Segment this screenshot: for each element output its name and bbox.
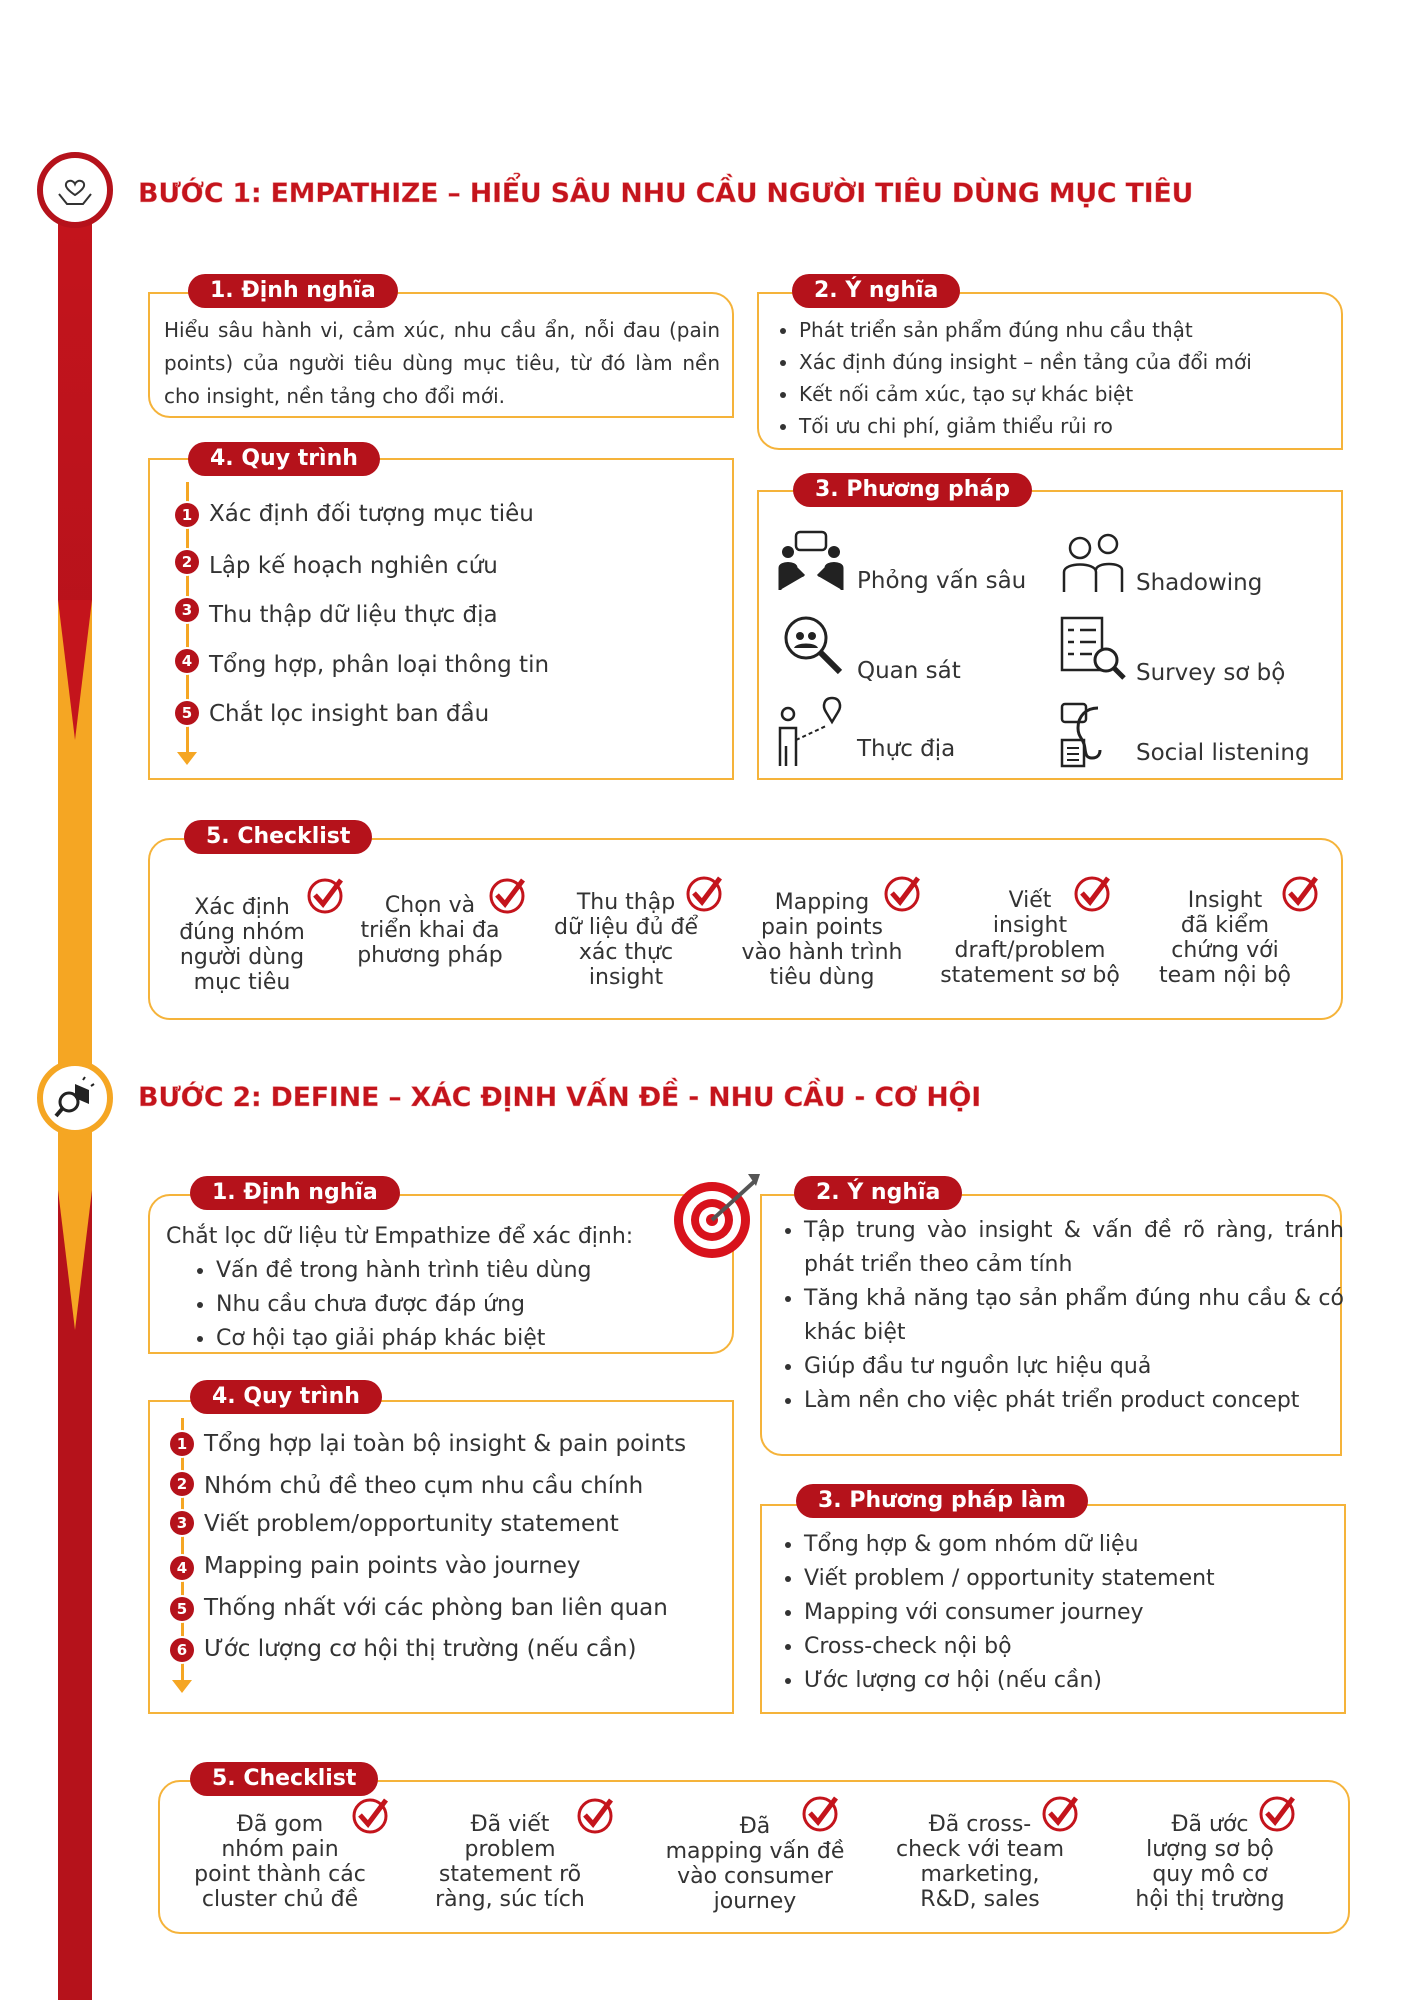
step1-meaning-item: • Kết nối cảm xúc, tạo sự khác biệt: [799, 378, 1252, 410]
method-label: Quan sát: [857, 658, 961, 684]
step2-checklist-item: Đã gom nhóm pain point thành các cluster chủ đề: [194, 1812, 366, 1912]
checkmark-icon: [1072, 873, 1112, 913]
shadowing-icon: [1058, 530, 1128, 596]
checkmark-icon: [684, 873, 724, 913]
step1-step-number: 1: [175, 503, 199, 527]
step1-definition-label: 1. Định nghĩa: [188, 274, 398, 308]
step1-checklist-item: Thu thập dữ liệu đủ để xác thực insight: [554, 890, 698, 990]
step2-definition-item: • Cơ hội tạo giải pháp khác biệt: [216, 1322, 592, 1356]
checkmark-icon: [1257, 1793, 1297, 1833]
step2-method-item: • Ước lượng cơ hội (nếu cần): [804, 1664, 1215, 1698]
step2-meaning-list: [778, 1214, 1344, 1418]
checkmark-icon: [305, 875, 345, 915]
checkmark-icon: [575, 1795, 615, 1835]
step1-checklist-item: Chọn và triển khai đa phương pháp: [357, 893, 503, 968]
step2-methods-label: 3. Phương pháp làm: [796, 1484, 1088, 1518]
checkmark-icon: [1280, 873, 1320, 913]
step1-step-number: 2: [175, 550, 199, 574]
step2-step-text: Tổng hợp lại toàn bộ insight & pain points: [204, 1431, 687, 1457]
step2-step-text: Mapping pain points vào journey: [204, 1553, 581, 1579]
step2-definition-intro: Chắt lọc dữ liệu từ Empathize để xác định:: [166, 1224, 634, 1249]
step2-method-item: • Viết problem / opportunity statement: [804, 1562, 1215, 1596]
step2-definition-item: • Vấn đề trong hành trình tiêu dùng: [216, 1254, 592, 1288]
step2-step-text: Ước lượng cơ hội thị trường (nếu cần): [204, 1636, 637, 1662]
step1-process-label: 4. Quy trình: [188, 442, 380, 476]
step1-step-text: Tổng hợp, phân loại thông tin: [209, 652, 550, 678]
interview-icon: [776, 530, 846, 596]
step2-step-number: 1: [170, 1432, 194, 1456]
step2-step-number: 2: [170, 1472, 194, 1496]
step2-meaning-item: • Làm nền cho việc phát triển product concept: [804, 1384, 1344, 1418]
method-label: Shadowing: [1136, 570, 1263, 596]
checkmark-icon: [487, 875, 527, 915]
step2-step-number: 4: [170, 1556, 194, 1580]
step2-method-item: • Cross-check nội bộ: [804, 1630, 1215, 1664]
step2-definition-item: • Nhu cầu chưa được đáp ứng: [216, 1288, 592, 1322]
step2-definition-label: 1. Định nghĩa: [190, 1176, 400, 1210]
method-label: Thực địa: [857, 736, 956, 762]
step1-meaning-box: [757, 292, 1343, 450]
step1-checklist-item: Xác định đúng nhóm người dùng mục tiêu: [179, 895, 305, 995]
step1-meaning-list: [773, 314, 1252, 442]
step2-process-label: 4. Quy trình: [190, 1380, 382, 1414]
step2-checklist-item: Đã cross- check với team marketing, R&D, sales: [895, 1812, 1065, 1912]
step2-meaning-item: • Giúp đầu tư nguồn lực hiệu quả: [804, 1350, 1344, 1384]
step1-step-text: Thu thập dữ liệu thực địa: [209, 602, 498, 628]
method-label: Social listening: [1136, 740, 1310, 766]
step2-meaning-item: • Tăng khả năng tạo sản phẩm đúng nhu cầu & có khác biệt: [804, 1282, 1344, 1350]
step2-step-text: Nhóm chủ đề theo cụm nhu cầu chính: [204, 1473, 644, 1499]
method-label: Phỏng vấn sâu: [857, 568, 1027, 594]
checkmark-icon: [1040, 1793, 1080, 1833]
social-listening-icon: [1058, 700, 1128, 770]
step2-meaning-box: [760, 1194, 1342, 1456]
step1-checklist-item: Mapping pain points vào hành trình tiêu dùng: [741, 890, 903, 990]
survey-icon: [1058, 614, 1128, 682]
step2-meaning-label: 2. Ý nghĩa: [794, 1176, 962, 1210]
target-icon: [668, 1168, 768, 1260]
step2-step-number: 5: [170, 1597, 194, 1621]
step2-title: BƯỚC 2: DEFINE – XÁC ĐỊNH VẤN ĐỀ - NHU CẦU - CƠ HỘI: [138, 1082, 981, 1113]
step1-meaning-item: • Tối ưu chi phí, giảm thiểu rủi ro: [799, 410, 1252, 442]
step1-step-number: 4: [175, 649, 199, 673]
step1-definition-box: [148, 292, 734, 418]
step1-step-text: Chắt lọc insight ban đầu: [209, 701, 490, 727]
step2-checklist-item: Đã mapping vấn đề vào consumer journey: [665, 1814, 845, 1914]
step2-checklist-item: Đã ước lượng sơ bộ quy mô cơ hội thị trường: [1135, 1812, 1285, 1912]
step2-step-number: 6: [170, 1638, 194, 1662]
step2-step-number: 3: [170, 1511, 194, 1535]
step2-definition-list: [190, 1254, 592, 1356]
step2-methods-box: [760, 1504, 1346, 1714]
step2-method-item: • Mapping với consumer journey: [804, 1596, 1215, 1630]
step1-step-number: 3: [175, 598, 199, 622]
step1-process-arrow: [177, 752, 197, 765]
checkmark-icon: [350, 1795, 390, 1835]
step1-meaning-label: 2. Ý nghĩa: [792, 274, 960, 308]
step2-definition-box: [148, 1194, 734, 1354]
step2-megaphone-search-icon: [37, 1060, 113, 1136]
timeline-arrow-2: [58, 1190, 92, 1330]
step1-definition-text: Hiểu sâu hành vi, cảm xúc, nhu cầu ẩn, nỗi đau (pain points) của người tiêu dùng mục tiêu, từ đó làm nền cho insight, nền tảng cho đổi mới.: [164, 318, 720, 408]
step2-process-arrow: [172, 1680, 192, 1693]
step1-step-text: Lập kế hoạch nghiên cứu: [209, 553, 498, 579]
step2-checklist-label: 5. Checklist: [190, 1762, 378, 1796]
method-label: Survey sơ bộ: [1136, 660, 1286, 686]
step1-meaning-item: • Phát triển sản phẩm đúng nhu cầu thật: [799, 314, 1252, 346]
step2-methods-list: [778, 1528, 1215, 1698]
checkmark-icon: [800, 1793, 840, 1833]
step1-step-number: 5: [175, 701, 199, 725]
step1-heart-hands-icon: [37, 152, 113, 228]
step1-meaning-item: • Xác định đúng insight – nền tảng của đổi mới: [799, 346, 1252, 378]
timeline-arrow-1: [58, 600, 92, 740]
step1-checklist-label: 5. Checklist: [184, 820, 372, 854]
step1-title: BƯỚC 1: EMPATHIZE – HIỂU SÂU NHU CẦU NGƯỜI TIÊU DÙNG MỤC TIÊU: [138, 178, 1194, 209]
step2-step-text: Thống nhất với các phòng ban liên quan: [204, 1595, 668, 1621]
observation-icon: [776, 608, 848, 680]
step1-checklist-item: Insight đã kiểm chứng với team nội bộ: [1159, 888, 1291, 988]
field-icon: [776, 694, 848, 768]
step1-checklist-item: Viết insight draft/problem statement sơ bộ: [940, 888, 1120, 988]
step2-method-item: • Tổng hợp & gom nhóm dữ liệu: [804, 1528, 1215, 1562]
step2-meaning-item: • Tập trung vào insight & vấn đề rõ ràng, tránh phát triển theo cảm tính: [804, 1214, 1344, 1282]
checkmark-icon: [882, 873, 922, 913]
step2-step-text: Viết problem/opportunity statement: [204, 1511, 619, 1537]
step1-step-text: Xác định đối tượng mục tiêu: [209, 501, 534, 527]
step2-checklist-item: Đã viết problem statement rõ ràng, súc tích: [435, 1812, 585, 1912]
step1-methods-label: 3. Phương pháp: [793, 473, 1032, 507]
